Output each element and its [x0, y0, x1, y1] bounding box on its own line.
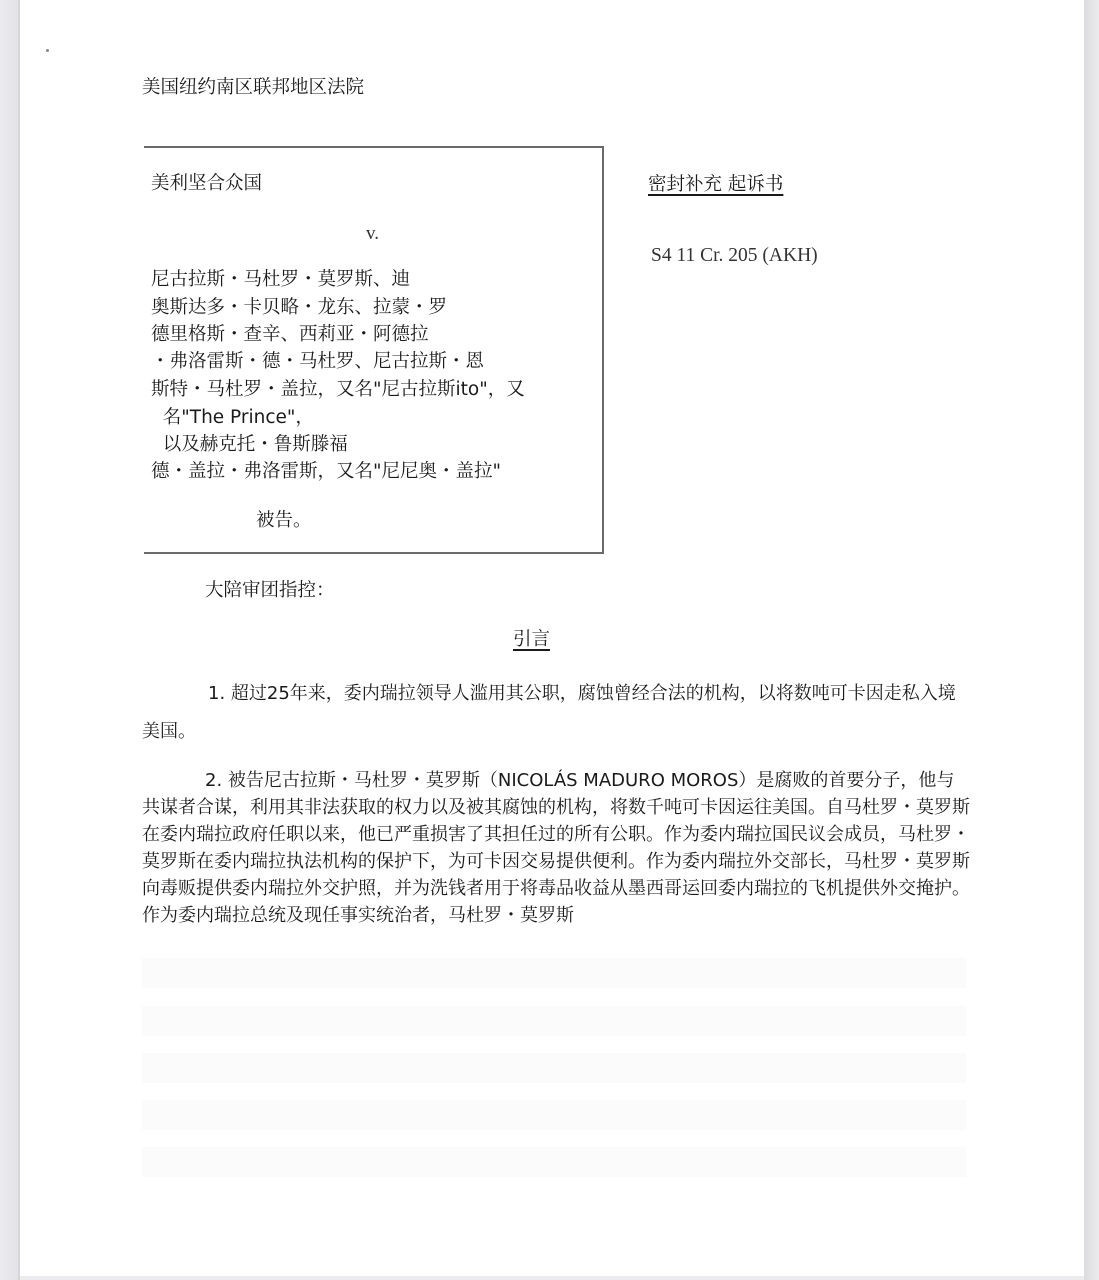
- defendants-line: 名"The Prince"，: [151, 407, 314, 428]
- faded-text-line: [142, 958, 966, 988]
- defendants-line: ・弗洛雷斯・德・马杜罗、尼古拉斯・恩: [151, 351, 485, 372]
- defendants-line: 尼古拉斯・马杜罗・莫罗斯、迪: [151, 269, 411, 290]
- defendants-label: 被告。: [256, 510, 312, 531]
- court-name: 美国纽约南区联邦地区法院: [142, 77, 365, 98]
- page-left-edge: [0, 0, 20, 1280]
- defendants-line: 斯特・马杜罗・盖拉，又名"尼古拉斯ito"，又: [151, 379, 525, 400]
- paragraph-1: 1. 超过25年来，委内瑞拉领导人滥用其公职，腐蚀曾经合法的机构，以将数吨可卡因走私入境美国。: [142, 683, 956, 742]
- plaintiff: 美利坚合众国: [151, 173, 263, 194]
- faded-text-line: [142, 1006, 966, 1036]
- page-right-edge: [1084, 0, 1099, 1280]
- faded-text-line: [142, 1100, 966, 1130]
- scan-speck: [46, 49, 49, 52]
- faded-text-line: [142, 1147, 966, 1177]
- defendants-line: 德・盖拉・弗洛雷斯，又名"尼尼奥・盖拉": [151, 461, 502, 482]
- page-bottom-edge: [20, 1276, 1084, 1280]
- section-title: 引言: [513, 629, 551, 650]
- paragraph-2: 2. 被告尼古拉斯・马杜罗・莫罗斯（NICOLÁS MADURO MOROS）是腐败的首要分子，他与共谋者合谋，利用其非法获取的权力以及被其腐蚀的机构，将数千吨可卡因运往美国。自马杜罗・莫罗斯在委内瑞拉政府任职以来，他已严重损害了其担任过的所有公职。作为委内瑞拉国民议会成员，马杜罗・莫罗斯在委内瑞拉执法机构的保护下，为可卡因交易提供便利。作为委内瑞拉外交部长，马杜罗・莫罗斯向毒贩提供委内瑞拉外交护照，并为洗钱者用于将毒品收益从墨西哥运回委内瑞拉的飞机提供外交掩护。作为委内瑞拉总统及现任事实统治者，马杜罗・莫罗斯: [142, 770, 970, 926]
- faded-text-line: [142, 1053, 966, 1083]
- defendants-line: 德里格斯・查辛、西莉亚・阿德拉: [151, 324, 429, 345]
- defendants-line: 奥斯达多・卡贝略・龙东、拉蒙・罗: [151, 297, 448, 318]
- document-type: 密封补充 起诉书: [648, 174, 784, 195]
- defendants-line: 以及赫克托・鲁斯滕福: [151, 434, 348, 455]
- grand-jury-charges: 大陪审团指控：: [205, 580, 335, 601]
- case-number: S4 11 Cr. 205 (AKH): [651, 245, 818, 266]
- versus: v.: [366, 223, 380, 244]
